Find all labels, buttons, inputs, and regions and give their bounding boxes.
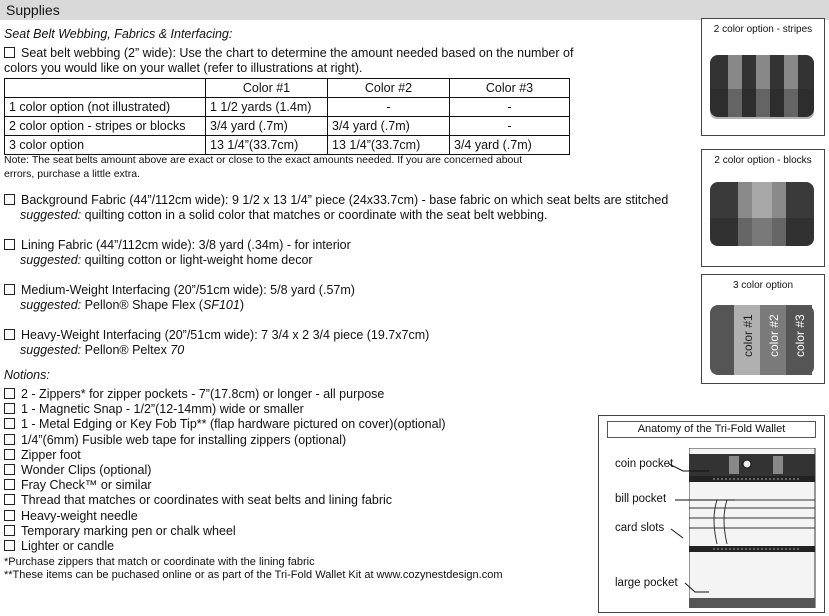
suggested-label: suggested:: [20, 208, 82, 222]
table-cell: -: [450, 117, 570, 136]
table-row: [5, 117, 570, 136]
checkbox[interactable]: [4, 449, 15, 460]
table-cell: 13 1/4”(33.7cm): [328, 136, 450, 155]
note-line-2: errors, purchase a little extra.: [4, 168, 140, 180]
illustration-blocks: [701, 149, 825, 267]
webbing-heading: Seat Belt Webbing, Fabrics & Interfacing:: [4, 27, 233, 41]
illustration-caption: 3 color option: [732, 280, 794, 291]
fabric-suggestion: [20, 343, 184, 358]
note-line-1: Note: The seat belts amount above are exact or close to the exact amounts needed. If you are concerned about: [4, 154, 523, 166]
notion-item: [4, 524, 236, 539]
notion-item: [4, 417, 446, 432]
fabric-suggestion: [20, 253, 313, 268]
notion-text: 1 - Metal Edging or Key Fob Tip** (flap hardware pictured on cover)(optional): [21, 417, 446, 432]
table-cell: -: [450, 98, 570, 117]
color-2-label: color #2: [767, 314, 781, 357]
notion-item: [4, 463, 151, 478]
webbing-item: [4, 46, 573, 61]
suggested-label: suggested:: [20, 253, 82, 267]
table-row: [5, 98, 570, 117]
notion-text: Zipper foot: [21, 447, 81, 462]
table-header: Color #1: [206, 79, 328, 98]
fabric-item-lining: [4, 238, 351, 253]
anatomy-pointer-lines: [599, 416, 824, 612]
illustration-caption: 2 color option - blocks: [714, 155, 812, 166]
checkbox[interactable]: [4, 464, 15, 475]
seat-belt-chart: [4, 78, 570, 155]
notion-text: 2 - Zippers* for zipper pockets - 7”(17.8cm) or longer - all purpose: [21, 387, 385, 401]
suggestion-end: ): [239, 298, 244, 312]
checkbox[interactable]: [4, 329, 15, 340]
footnote-2: **These items can be puchased online or as part of the Tri-Fold Wallet Kit at www.cozynestdesign.com: [4, 569, 503, 581]
checkbox[interactable]: [4, 434, 15, 445]
suggestion-text: Pellon® Peltex: [84, 343, 167, 357]
checkbox[interactable]: [4, 194, 15, 205]
checkbox[interactable]: [4, 388, 15, 399]
notion-item: [4, 478, 152, 493]
table-cell: 3/4 yard (.7m): [206, 117, 328, 136]
table-cell: 13 1/4”(33.7cm): [206, 136, 328, 155]
table-cell: -: [328, 98, 450, 117]
checkbox[interactable]: [4, 479, 15, 490]
illustration-stripes: [701, 18, 825, 136]
anatomy-label-card-slots: card slots: [615, 522, 665, 534]
webbing-text-2: colors you would like on your wallet (refer to illustrations at right).: [4, 61, 363, 75]
checkbox[interactable]: [4, 284, 15, 295]
table-header: Color #2: [328, 79, 450, 98]
illustration-three-color: [701, 274, 825, 384]
checkbox[interactable]: [4, 494, 15, 505]
checkbox[interactable]: [4, 525, 15, 536]
notion-item: [4, 387, 384, 402]
fabric-text: Heavy-Weight Interfacing (20”/51cm wide): 7 3/4 x 2 3/4 piece (19.7x7cm): [21, 328, 430, 342]
suggestion-text: quilting cotton or light-weight home decor: [84, 253, 313, 267]
illustration-caption: 2 color option - stripes: [713, 24, 813, 35]
table-cell: 3/4 yard (.7m): [450, 136, 570, 155]
table-header: Color #3: [450, 79, 570, 98]
table-cell: 1 1/2 yards (1.4m): [206, 98, 328, 117]
notion-item: [4, 509, 138, 524]
notion-item: [4, 402, 304, 417]
suggested-label: suggested:: [20, 298, 82, 312]
notion-text: Heavy-weight needle: [21, 508, 138, 523]
notion-item: [4, 493, 392, 508]
fabric-text: Background Fabric (44”/112cm wide): 9 1/2 x 13 1/4” piece (24x33.7cm) - base fabric on which seat belts are stitched: [21, 193, 669, 207]
footnote-1: *Purchase zippers that match or coordinate with the lining fabric: [4, 556, 315, 568]
webbing-text-1: Seat belt webbing (2” wide): Use the chart to determine the amount needed based on the number of: [21, 46, 574, 60]
notion-text: 1 - Magnetic Snap - 1/2”(12-14mm) wide or smaller: [21, 402, 304, 417]
table-cell: [5, 79, 206, 98]
checkbox[interactable]: [4, 540, 15, 551]
wallet-blocks-image: [708, 176, 818, 256]
fabric-suggestion: [20, 208, 547, 223]
anatomy-panel: [598, 415, 825, 613]
anatomy-label-large-pocket: large pocket: [615, 577, 678, 589]
table-cell: 1 color option (not illustrated): [5, 98, 206, 117]
table-cell: 3 color option: [5, 136, 206, 155]
fabric-item-background: [4, 193, 668, 208]
checkbox[interactable]: [4, 510, 15, 521]
notion-text: 1/4”(6mm) Fusible web tape for installing zippers (optional): [21, 432, 347, 447]
wallet-stripes-image: [708, 49, 818, 124]
table-row: [5, 136, 570, 155]
notions-heading: Notions:: [4, 368, 50, 382]
checkbox[interactable]: [4, 47, 15, 58]
checkbox[interactable]: [4, 239, 15, 250]
notion-text: Thread that matches or coordinates with seat belts and lining fabric: [21, 493, 393, 508]
suggested-label: suggested:: [20, 343, 82, 357]
suggestion-text: Pellon® Shape Flex (: [84, 298, 203, 312]
wallet-three-color-image: [708, 297, 818, 381]
fabric-suggestion: [20, 298, 244, 313]
checkbox[interactable]: [4, 418, 15, 429]
section-title: Supplies: [6, 2, 60, 18]
fabric-item-heavy-interfacing: [4, 328, 429, 343]
notion-item: [4, 433, 346, 448]
notion-text: Lighter or candle: [21, 539, 115, 553]
notion-text: Wonder Clips (optional): [21, 463, 152, 477]
suggestion-text: quilting cotton in a solid color that matches or coordinate with the seat belt webbing.: [84, 208, 548, 222]
fabric-text: Lining Fabric (44”/112cm wide): 3/8 yard (.34m) - for interior: [21, 238, 351, 252]
checkbox[interactable]: [4, 403, 15, 414]
anatomy-title: Anatomy of the Tri-Fold Wallet: [607, 421, 816, 438]
anatomy-label-bill-pocket: bill pocket: [615, 493, 667, 505]
notion-text: Fray Check™ or similar: [21, 478, 152, 493]
color-3-label: color #3: [793, 314, 807, 357]
table-header-row: [5, 79, 570, 98]
fabric-item-medium-interfacing: [4, 283, 355, 298]
notion-item: [4, 448, 81, 463]
section-header: [0, 0, 829, 20]
table-cell: 2 color option - stripes or blocks: [5, 117, 206, 136]
color-1-label: color #1: [741, 314, 755, 357]
notion-text: Temporary marking pen or chalk wheel: [21, 523, 236, 538]
product-code: 70: [166, 343, 185, 357]
table-cell: 3/4 yard (.7m): [328, 117, 450, 136]
fabric-text: Medium-Weight Interfacing (20”/51cm wide): 5/8 yard (.57m): [21, 283, 355, 297]
notion-item: [4, 539, 114, 554]
product-code: SF101: [202, 298, 240, 312]
anatomy-label-coin-pocket: coin pocket: [615, 458, 674, 470]
